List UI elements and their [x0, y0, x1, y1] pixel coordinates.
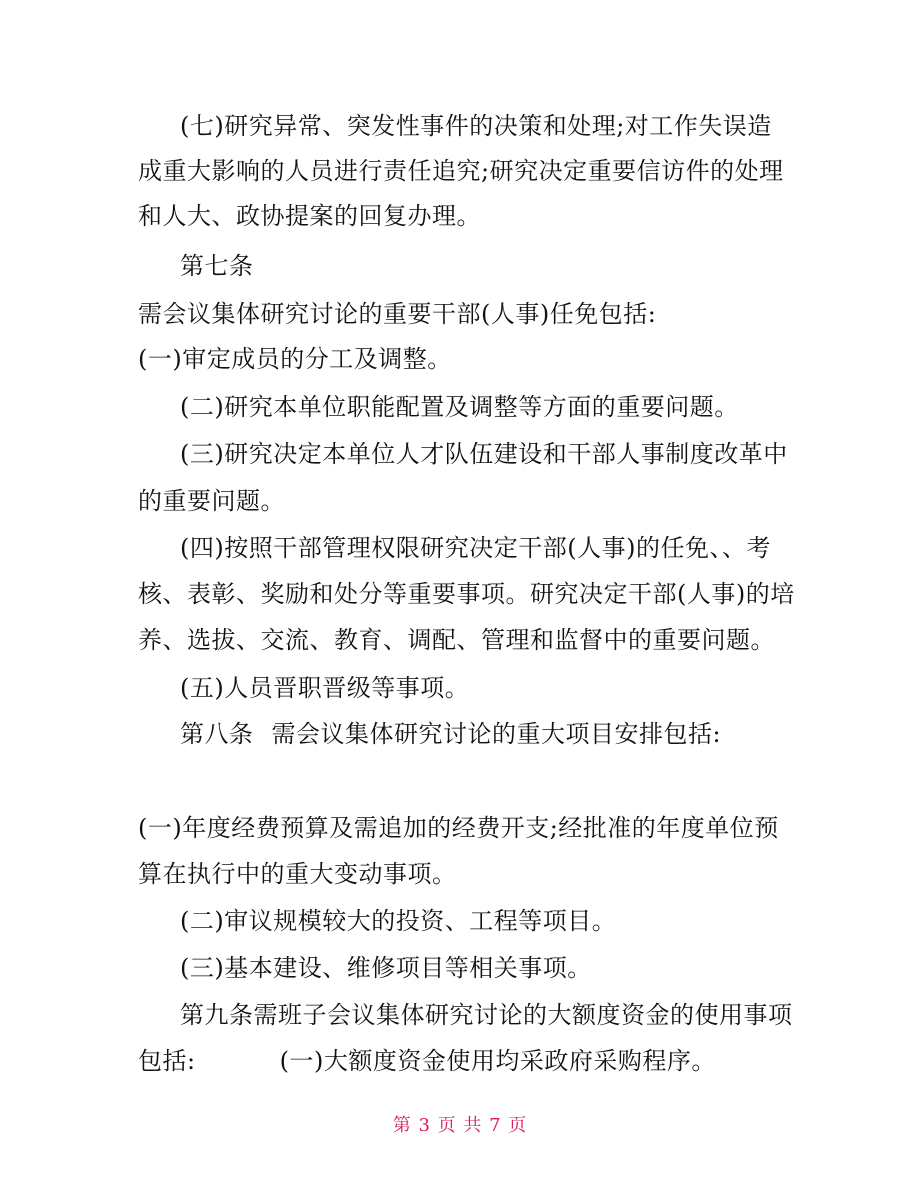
- paragraph-line: 第九条需班子会议集体研究讨论的大额度资金的使用事项: [180, 1001, 793, 1029]
- paragraph-line: (四)按照干部管理权限研究决定干部(人事)的任免、、考: [180, 534, 771, 562]
- paragraph-line: (二)研究本单位职能配置及调整等方面的重要问题。: [180, 393, 739, 421]
- article-text: 需会议集体研究讨论的重大项目安排包括:: [271, 720, 722, 748]
- article-heading: 第七条: [180, 252, 254, 280]
- paragraph-line: [138, 1045, 716, 1077]
- paragraph-text: (一)大额度资金使用均采政府采购程序。: [279, 1047, 716, 1075]
- paragraph-line: 和人大、政协提案的回复办理。: [138, 202, 481, 230]
- paragraph-line: (五)人员晋职晋级等事项。: [180, 674, 470, 702]
- paragraph-line: (一)审定成员的分工及调整。: [138, 345, 452, 373]
- article-heading: 第八条: [180, 720, 254, 748]
- page-footer: 第 3 页 共 7 页: [392, 1115, 528, 1136]
- paragraph-line: (三)研究决定本单位人才队伍建设和干部人事制度改革中: [180, 440, 788, 468]
- paragraph-line: 需会议集体研究讨论的重要干部(人事)任免包括:: [138, 300, 657, 328]
- paragraph-line: (二)审议规模较大的投资、工程等项目。: [180, 907, 617, 935]
- paragraph-lead: 包括:: [138, 1047, 196, 1075]
- paragraph-line: (一)年度经费预算及需追加的经费开支;经批准的年度单位预: [138, 814, 779, 842]
- paragraph-line: 养、选拔、交流、教育、调配、管理和监督中的重要问题。: [138, 626, 775, 654]
- paragraph-line: 核、表彰、奖励和处分等重要事项。研究决定干部(人事)的培: [138, 580, 795, 608]
- paragraph-line: (七)研究异常、突发性事件的决策和处理;对工作失误造: [180, 112, 772, 140]
- paragraph-line: 成重大影响的人员进行责任追究;研究决定重要信访件的处理: [138, 157, 784, 185]
- paragraph-line: 的重要问题。: [138, 487, 285, 515]
- paragraph-line: 算在执行中的重大变动事项。: [138, 860, 457, 888]
- article-line: [180, 718, 721, 750]
- paragraph-line: (三)基本建设、维修项目等相关事项。: [180, 954, 592, 982]
